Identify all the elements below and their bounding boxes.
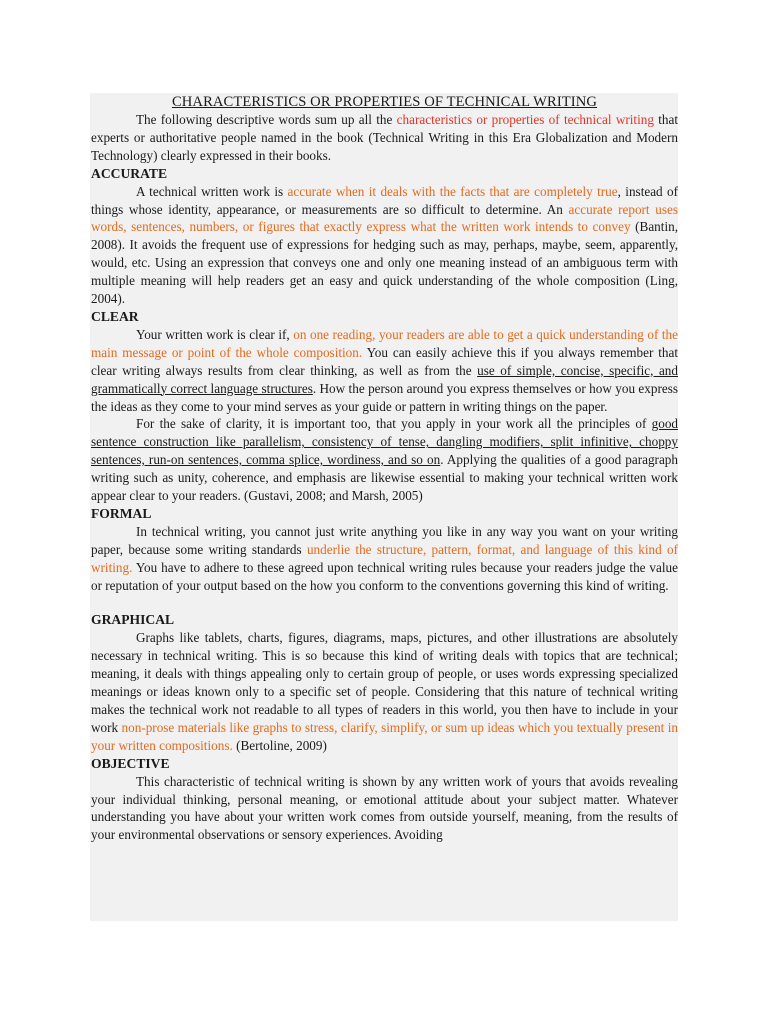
graphical-text-2: (Bertoline, 2009)	[232, 737, 327, 753]
clear-text: Your written work is clear if,	[136, 326, 294, 342]
graphical-paragraph	[91, 629, 678, 754]
clear-text-3: . How the person around you express themselves or how you express the ideas as they come to your mind serves as your guide or pattern in writing things on the paper.	[91, 380, 678, 414]
accurate-text-2: , instead of things whose identity, appearance, or measurements are so difficult to determine. An	[91, 183, 679, 217]
accurate-highlight-2: accurate report uses words, sentences, numbers, or figures that exactly express what the written work intends to convey	[91, 201, 678, 235]
blank-line	[91, 594, 678, 611]
heading-formal: FORMAL	[91, 505, 152, 521]
heading-graphical: GRAPHICAL	[91, 612, 175, 628]
accurate-paragraph	[91, 183, 678, 308]
formal-highlight: underlie the structure, pattern, format, and language of this kind of writing.	[91, 541, 678, 575]
page-title: CHARACTERISTICS OR PROPERTIES OF TECHNICAL WRITING	[171, 94, 598, 110]
accurate-text-3: (Bantin, 2008). It avoids the frequent use of expressions for hedging such as may, perhaps, maybe, seem, apparently, would, etc. Using an expression that conveys one and only one meaning instead of an ambiguous term with multiple meaning will help readers get an easy and quick understanding of the whole composition (Ling, 2004).	[91, 219, 678, 307]
formal-paragraph	[91, 523, 678, 595]
clear-p2-text-2: . Applying the qualities of a good paragraph writing such as unity, coherence, and emphasis are likewise essential to making your technical written work appear clear to your readers. (Gustavi, 2008; and Marsh, 2005)	[91, 452, 678, 504]
document-body	[91, 93, 678, 844]
graphical-text: Graphs like tablets, charts, figures, diagrams, maps, pictures, and other illustrations are absolutely necessary in technical writing. This is so because this kind of writing deals with topics that are technical; meaning, it deals with things appealing only to certain group of people, or uses words expressing specialized meanings or ideas known only to a specific set of people. Considering that this nature of technical writing makes the technical work not readable to all types of readers in this world, you then have to include in your work	[91, 630, 678, 735]
graphical-highlight: non-prose materials like graphs to stress, clarify, simplify, or sum up ideas which you textually present in your written compositions.	[91, 719, 679, 753]
formal-text: In technical writing, you cannot just write anything you like in any way you want on your writing paper, because some writing standards	[91, 523, 678, 557]
heading-objective: OBJECTIVE	[91, 755, 170, 771]
formal-text-2: You have to adhere to these agreed upon technical writing rules because your readers judge the value or reputation of your output based on the how you conform to the conventions governing this kind of writing.	[91, 559, 678, 593]
clear-text-2: You can easily achieve this if you always remember that clear writing always results from clear thinking, as well as from the	[91, 344, 678, 378]
intro-text: The following descriptive words sum up all the	[136, 112, 397, 127]
intro-highlight: characteristics or properties of technical writing	[396, 112, 654, 127]
clear-underlined: use of simple, concise, specific, and grammatically correct language structures	[91, 362, 678, 396]
clear-paragraph-1	[91, 326, 678, 416]
intro-paragraph	[91, 111, 678, 165]
accurate-text: A technical written work is	[136, 183, 288, 199]
clear-paragraph-2	[91, 415, 678, 505]
clear-highlight: on one reading, your readers are able to get a quick understanding of the main message or point of the whole composition.	[91, 326, 678, 360]
clear-p2-text: For the sake of clarity, it is important too, that you apply in your work all the principles of	[136, 416, 652, 432]
intro-text-2: that experts or authoritative people named in the book (Technical Writing in this Era Globalization and Modern Technology) clearly expressed in their books.	[91, 112, 679, 163]
heading-clear: CLEAR	[91, 308, 139, 324]
accurate-highlight: accurate when it deals with the facts that are completely true	[287, 183, 618, 199]
objective-paragraph	[91, 773, 678, 845]
objective-text: This characteristic of technical writing is shown by any written work of yours that avoids revealing your individual thinking, personal meaning, or emotional attitude about your subject matter. Whatever understanding you have about your written work comes from outside yourself, meaning, from the results of your environmental observations or sensory experiences. Avoiding	[91, 773, 678, 843]
clear-p2-underlined: good sentence construction like parallelism, consistency of tense, dangling modifiers, split infinitive, choppy sentences, run-on sentences, comma splice, wordiness, and so on	[91, 416, 678, 468]
heading-accurate: ACCURATE	[91, 165, 168, 181]
